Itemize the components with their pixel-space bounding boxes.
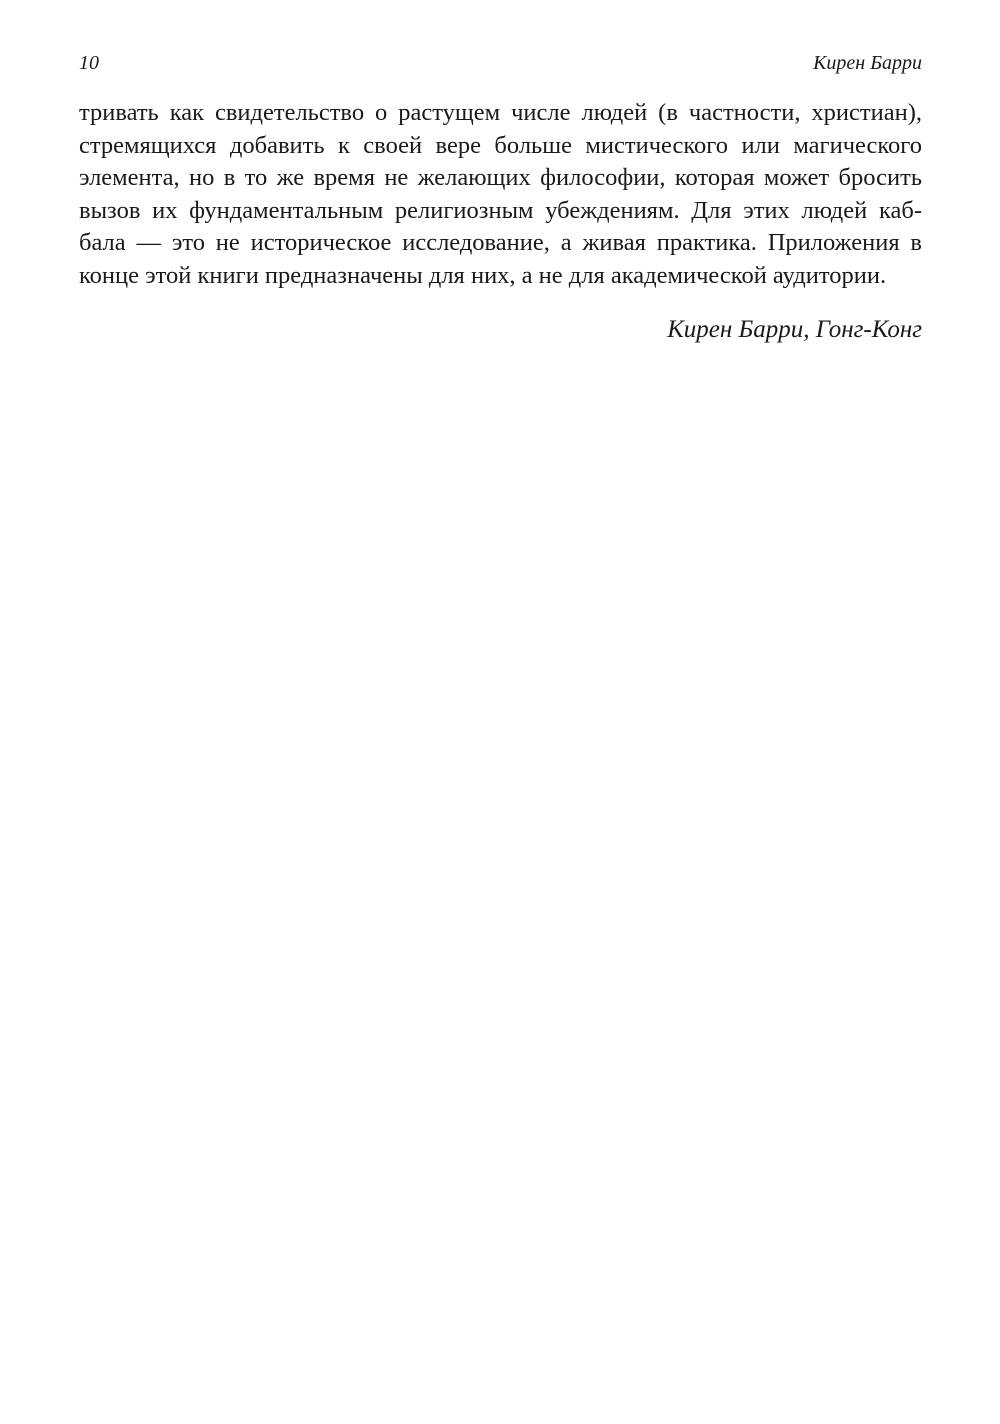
- running-head-author: Кирен Барри: [813, 52, 922, 74]
- text-line: элемента, но в то же время не желающих философии, которая может бросить: [79, 164, 922, 192]
- page-number: 10: [79, 52, 99, 74]
- text-line: бала — это не историческое исследование, а живая практика. Приложения в: [79, 229, 922, 257]
- text-line: вызов их фундаментальным религиозным убеждениям. Для этих людей каб-: [79, 196, 922, 224]
- running-head: [79, 48, 922, 78]
- text-line: стремящихся добавить к своей вере больше мистического или магического: [79, 131, 922, 159]
- text-line: тривать как свидетельство о растущем числе людей (в частности, христиан),: [79, 99, 922, 126]
- signature: Кирен Барри, Гонг-Конг: [667, 316, 922, 343]
- text-line: конце этой книги предназначены для них, а не для академической аудитории.: [79, 261, 887, 289]
- body-paragraph: [79, 97, 922, 293]
